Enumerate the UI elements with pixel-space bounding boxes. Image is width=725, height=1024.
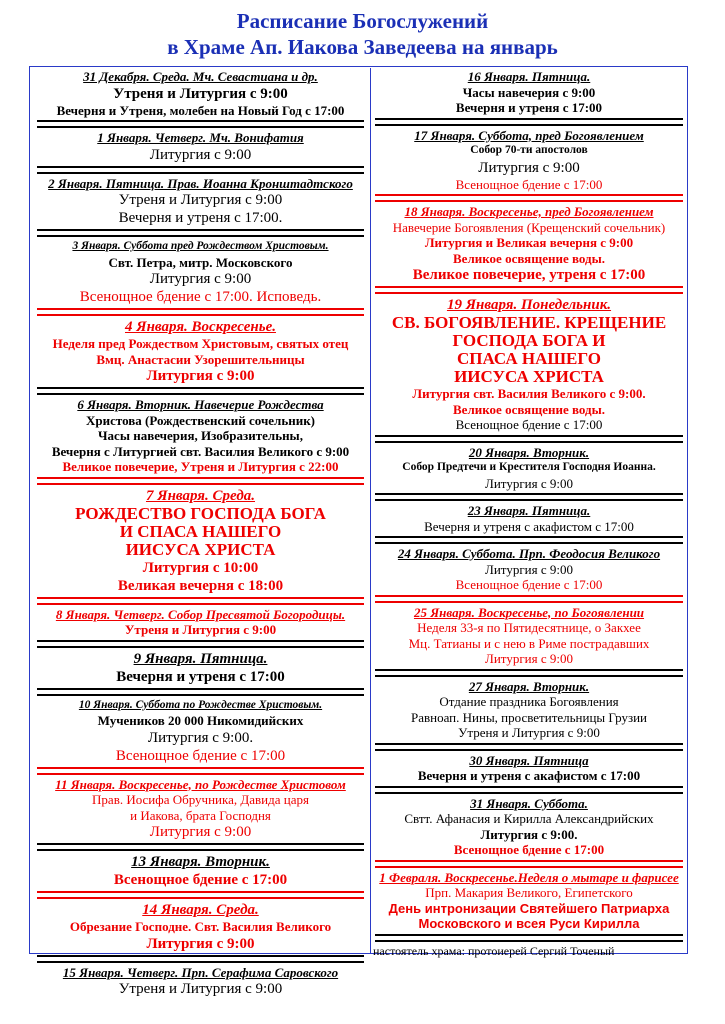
schedule-entry: [371, 203, 687, 285]
entry-line: Часы навечерия с 9:00: [462, 84, 596, 100]
entry-heading: 27 Января. Вторник.: [468, 678, 590, 694]
entry-line: и Иакова, брата Господня: [130, 807, 271, 823]
entry-line: Всенощное бдение с 17:00: [453, 842, 605, 857]
entry-heading: 24 Января. Суббота. Прп. Феодосия Великого: [397, 546, 661, 561]
entry-line: Утреня и Литургия с 9:00: [458, 725, 600, 740]
schedule-entry: [33, 900, 368, 954]
entry-line: Литургия с 9:00: [485, 561, 573, 577]
entry-line: Московского и всея Руси Кирилла: [418, 916, 640, 931]
entry-heading: 18 Января. Воскресенье, пред Богоявлением: [404, 204, 654, 219]
entry-line: Вечерня и утреня с акафистом с 17:00: [424, 518, 634, 534]
schedule-entry: [33, 486, 368, 596]
entry-line: Литургия с 9:00: [149, 146, 252, 163]
separator: [375, 493, 683, 501]
entry-line: Собор 70-ти апостолов: [470, 144, 588, 156]
entry-heading: 2 Января. Пятница. Прав. Иоанна Кронштадтского: [48, 175, 353, 191]
entry-line: Часы навечерия, Изобразительны,: [98, 428, 303, 443]
right-column: [370, 68, 687, 958]
separator: [375, 595, 683, 603]
entry-line: Великое повечерие, Утреня и Литургия с 22:00: [62, 459, 339, 474]
separator: [375, 786, 683, 794]
schedule-entry: [371, 752, 687, 785]
separator: [37, 767, 364, 775]
entry-heading: 19 Января. Понедельник.: [446, 297, 612, 313]
separator: [37, 229, 364, 237]
entry-heading: 15 Января. Четверг. Прп. Серафима Саровского: [62, 964, 339, 980]
schedule-entry: [33, 697, 368, 766]
entry-line: Навечерие Богоявления (Крещенский сочельник): [392, 219, 666, 235]
schedule-entry: [33, 238, 368, 307]
entry-line: Всенощное бдение с 17:00: [115, 747, 286, 764]
entry-line: Вечерня и утреня с 17:00.: [118, 210, 283, 226]
entry-line: Отдание праздника Богоявления: [439, 694, 619, 709]
separator: [375, 536, 683, 544]
schedule-entry: [33, 852, 368, 890]
schedule-entry: [33, 396, 368, 476]
separator: [37, 843, 364, 851]
entry-line: День интронизации Святейшего Патриарха: [388, 900, 670, 916]
separator: [37, 891, 364, 899]
entry-heading: настоятель храма: протоиерей Сергий Точеный: [373, 943, 615, 958]
schedule-entry: [371, 127, 687, 194]
entry-line: Утреня и Литургия с 9:00: [118, 981, 283, 997]
entry-heading: 16 Января. Пятница.: [467, 69, 591, 84]
separator: [375, 118, 683, 126]
entry-heading: 31 Января. Суббота.: [470, 795, 588, 811]
separator: [375, 286, 683, 294]
schedule-entry: [33, 649, 368, 687]
schedule-entry: [371, 795, 687, 859]
entry-heading: 14 Января. Среда.: [142, 902, 259, 918]
separator: [375, 194, 683, 202]
entry-line: Литургия с 9:00: [149, 824, 252, 840]
entry-heading: 23 Января. Пятница.: [467, 503, 591, 518]
separator: [375, 669, 683, 677]
separator: [37, 688, 364, 696]
entry-heading: 13 Января. Вторник.: [131, 854, 270, 870]
entry-heading: 7 Января. Среда.: [145, 487, 256, 504]
entry-line: Неделя пред Рождеством Христовым, святых отец: [52, 336, 349, 351]
entry-heading: 11 Января. Воскресенье, по Рождестве Христовом: [55, 776, 346, 792]
entry-line: Великое освящение воды.: [453, 401, 605, 417]
entry-heading: 8 Января. Четверг. Собор Пресвятой Богородицы.: [55, 606, 346, 622]
separator: [37, 166, 364, 174]
separator: [37, 955, 364, 963]
separator: [37, 597, 364, 605]
entry-line: Вмц. Анастасии Узорешительницы: [96, 351, 305, 367]
entry-line: Вечерня и Утреня, молебен на Новый Год с 17:00: [56, 102, 345, 118]
entry-heading: 9 Января. Пятница.: [133, 650, 268, 667]
entry-line: СВ. БОГОЯВЛЕНИЕ. КРЕЩЕНИЕ: [391, 314, 667, 332]
separator: [375, 435, 683, 443]
entry-line: Равноап. Нины, просветительницы Грузии: [410, 709, 647, 725]
entry-line: Всенощное бдение с 17:00: [455, 577, 603, 592]
entry-line: Всенощное бдение с 17:00: [455, 176, 603, 192]
schedule-entry: [371, 545, 687, 594]
page-title: [0, 8, 725, 60]
schedule-entry: [371, 678, 687, 742]
entry-line: Свтт. Афанасия и Кирилла Александрийских: [404, 811, 654, 826]
title-line-1: Расписание Богослужений: [236, 9, 489, 33]
entry-line: Литургия с 10:00: [142, 559, 259, 576]
entry-heading: 1 Февраля. Воскресенье.Неделя о мытаре и фарисее: [379, 869, 679, 885]
entry-line: Литургия с 9:00.: [147, 729, 254, 746]
entry-line: Свт. Петра, митр. Московского: [108, 254, 293, 270]
entry-line: Обрезание Господне. Свт. Василия Великого: [69, 919, 332, 934]
separator: [37, 640, 364, 648]
entry-line: Утреня и Литургия с 9:00: [113, 85, 288, 102]
entry-line: ИИСУСА ХРИСТА: [454, 368, 604, 386]
entry-line: Великое освящение воды.: [453, 250, 605, 266]
entry-line: И СПАСА НАШЕГО: [119, 522, 282, 541]
entry-line: Прав. Иосифа Обручника, Давида царя: [92, 792, 309, 807]
entry-line: ИИСУСА ХРИСТА: [125, 540, 276, 559]
schedule-entry: [33, 964, 368, 1000]
schedule-entry: [371, 869, 687, 933]
left-column: [33, 68, 368, 999]
schedule-entry: [33, 129, 368, 165]
entry-line: РОЖДЕСТВО ГОСПОДА БОГА: [75, 504, 326, 523]
schedule-entry: [33, 175, 368, 229]
entry-line: Литургия с 9:00: [485, 475, 573, 491]
entry-line: СПАСА НАШЕГО: [456, 350, 601, 368]
title-line-2: в Храме Ап. Иакова Заведеева на январь: [167, 35, 558, 59]
separator: [375, 743, 683, 751]
entry-heading: 25 Января. Воскресенье, по Богоявлении: [413, 604, 645, 620]
schedule-entry: [33, 317, 368, 386]
entry-heading: 10 Января. Суббота по Рождестве Христовым.: [78, 698, 323, 711]
entry-line: Всенощное бдение с 17:00: [113, 872, 288, 888]
entry-heading: 17 Января. Суббота, пред Богоявлением: [414, 127, 644, 143]
entry-line: Утреня и Литургия с 9:00: [124, 622, 277, 637]
schedule-entry: [33, 68, 368, 119]
entry-line: Великое повечерие, утреня с 17:00: [412, 267, 646, 283]
schedule-entry: [33, 776, 368, 843]
entry-line: Собор Предтечи и Крестителя Господня Иоанна.: [402, 461, 656, 473]
schedule-entry: [371, 502, 687, 535]
entry-line: Великая вечерня с 18:00: [117, 577, 284, 594]
entry-line: Мц. Татианы и с нею в Риме пострадавших: [408, 635, 650, 651]
schedule-entry: [33, 606, 368, 639]
entry-heading: 30 Января. Пятница: [469, 752, 589, 768]
entry-line: Литургия с 9:00: [478, 159, 580, 176]
entry-line: Вечерня и утреня с 17:00: [455, 100, 603, 115]
schedule-entry: [371, 295, 687, 434]
entry-line: Литургия с 9:00: [146, 368, 255, 384]
separator: [37, 387, 364, 395]
schedule-entry: [371, 604, 687, 668]
entry-line: Литургия свт. Василия Великого с 9:00.: [412, 386, 646, 401]
entry-line: Всенощное бдение с 17:00: [455, 417, 603, 432]
entry-line: Мучеников 20 000 Никомидийских: [97, 713, 304, 728]
entry-line: Вечерня с Литургией свт. Василия Великого с 9:00: [51, 443, 350, 459]
entry-heading: 20 Января. Вторник.: [468, 444, 590, 460]
separator: [375, 934, 683, 942]
entry-heading: 31 Декабря. Среда. Мч. Севастиана и др.: [83, 69, 318, 84]
separator: [37, 477, 364, 485]
entry-line: Литургия с 9:00: [149, 271, 252, 287]
entry-line: Всенощное бдение с 17:00. Исповедь.: [79, 289, 322, 305]
schedule-entry: [371, 444, 687, 493]
entry-line: Литургия с 9:00: [146, 935, 255, 952]
entry-line: ГОСПОДА БОГА И: [452, 332, 606, 350]
entry-line: Вечерня и утреня с акафистом с 17:00: [417, 768, 641, 783]
separator: [37, 120, 364, 128]
separator: [375, 860, 683, 868]
entry-heading: 1 Января. Четверг. Мч. Вонифатия: [97, 130, 304, 145]
entry-line: Вечерня и утреня с 17:00: [116, 668, 285, 685]
entry-heading: 6 Января. Вторник. Навечерие Рождества: [77, 397, 324, 412]
entry-line: Литургия с 9:00: [485, 651, 573, 666]
schedule-entry: [371, 68, 687, 117]
entry-heading: 4 Января. Воскресенье.: [125, 319, 276, 335]
entry-line: Утреня и Литургия с 9:00: [118, 192, 283, 208]
entry-line: Прп. Макария Великого, Египетского: [425, 885, 633, 900]
entry-line: Христова (Рождественский сочельник): [85, 412, 316, 428]
entry-line: Литургия с 9:00.: [480, 826, 578, 842]
separator: [37, 308, 364, 316]
entry-line: Неделя 33-я по Пятидесятнице, о Закхее: [417, 620, 641, 635]
entry-heading: 3 Января. Суббота пред Рождеством Христовым.: [72, 240, 329, 252]
schedule-entry: [371, 943, 687, 961]
entry-line: Литургия и Великая вечерня с 9:00: [424, 235, 634, 250]
